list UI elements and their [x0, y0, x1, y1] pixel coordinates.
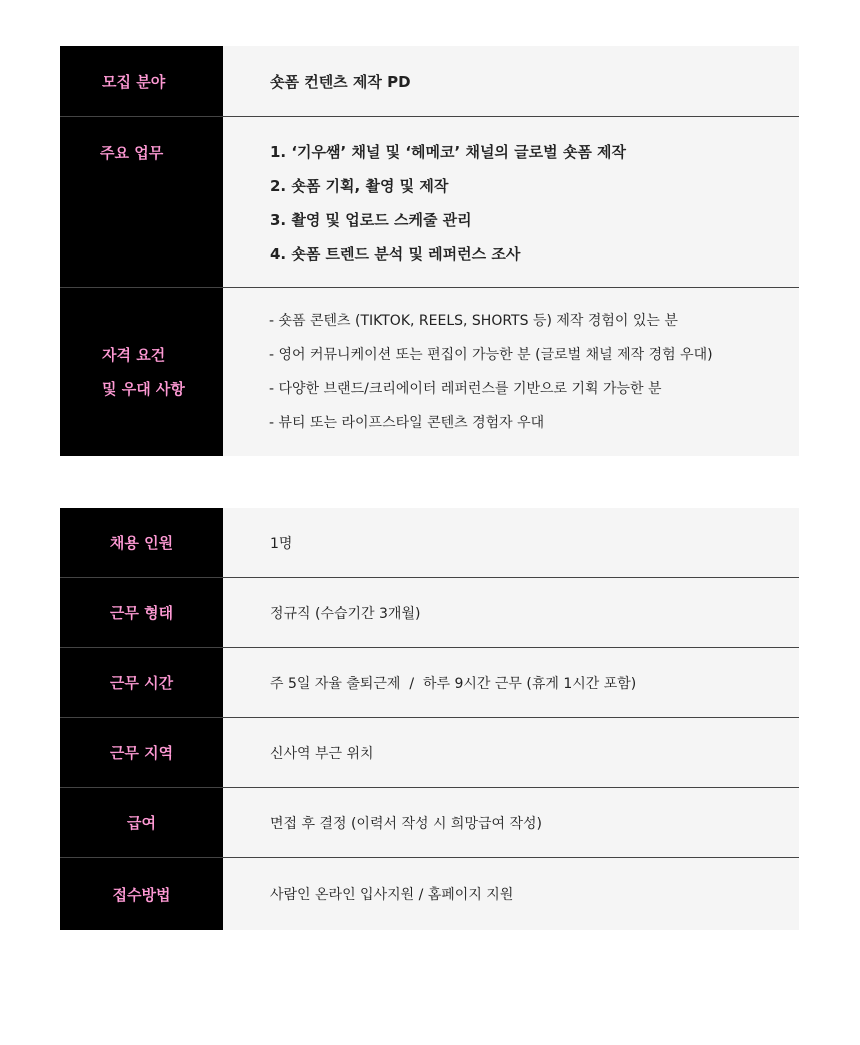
label-text: 근무 시간: [109, 674, 174, 692]
row-work-location: [60, 718, 799, 788]
label-text: 근무 지역: [109, 744, 174, 762]
list-item: - 다양한 브랜드/크리에이터 레퍼런스를 기반으로 기획 가능한 분: [269, 381, 662, 397]
label-text: 급여: [127, 814, 156, 832]
list-item: - 숏폼 콘텐츠 (TIKTOK, REELS, SHORTS 등) 제작 경험이 있는 분: [269, 313, 678, 329]
value-text: 면접 후 결정 (이력서 작성 시 희망급여 작성): [270, 815, 542, 832]
row-value: [223, 288, 799, 456]
label-text: 채용 인원: [109, 534, 174, 552]
value-text: 주 5일 자율 출퇴근제 / 하루 9시간 근무 (휴게 1시간 포함): [270, 675, 637, 692]
row-salary: [60, 788, 799, 858]
row-label: [60, 508, 223, 577]
list-item: 3. 촬영 및 업로드 스케줄 관리: [270, 211, 472, 229]
label-text: 및 우대 사항: [102, 380, 185, 398]
row-label: [60, 718, 223, 787]
row-label: [60, 648, 223, 717]
label-text: 주요 업무: [100, 144, 164, 162]
label-text: 모집 분야: [102, 72, 166, 91]
row-recruit-field: [60, 46, 799, 117]
row-value: [223, 788, 799, 857]
row-label: [60, 46, 223, 116]
list-item: 1. ‘기우쌤’ 채널 및 ‘헤메코’ 채널의 글로벌 숏폼 제작: [270, 143, 627, 161]
job-description-table: [60, 46, 799, 456]
row-label: [60, 117, 223, 287]
row-label: [60, 858, 223, 930]
row-value: [223, 117, 799, 287]
label-text: 자격 요건: [102, 346, 166, 364]
row-working-hours: [60, 648, 799, 718]
row-label: [60, 788, 223, 857]
list-item: 4. 숏폼 트렌드 분석 및 레퍼런스 조사: [270, 245, 521, 263]
row-value: [223, 648, 799, 717]
employment-conditions-table: [60, 508, 799, 930]
list-item: 2. 숏폼 기획, 촬영 및 제작: [270, 177, 449, 195]
row-label: [60, 578, 223, 647]
label-text: 접수방법: [112, 885, 171, 904]
row-value: [223, 718, 799, 787]
row-value: [223, 508, 799, 577]
list-item: - 영어 커뮤니케이션 또는 편집이 가능한 분 (글로벌 채널 제작 경험 우대): [269, 347, 713, 363]
row-main-duties: [60, 117, 799, 288]
label-text: 근무 형태: [109, 604, 174, 622]
row-label: [60, 288, 223, 456]
row-employment-type: [60, 578, 799, 648]
row-value: [223, 858, 799, 930]
value-text: 1명: [270, 535, 293, 552]
row-headcount: [60, 508, 799, 578]
list-item: - 뷰티 또는 라이프스타일 콘텐츠 경험자 우대: [269, 415, 545, 431]
value-text: 신사역 부근 위치: [270, 745, 374, 762]
row-value: [223, 578, 799, 647]
row-application-method: [60, 858, 799, 930]
value-text: 사람인 온라인 입사지원 / 홈페이지 지원: [270, 887, 514, 903]
value-text: 정규직 (수습기간 3개월): [270, 605, 421, 622]
row-value: [223, 46, 799, 116]
row-qualifications: [60, 288, 799, 456]
value-text: 숏폼 컨텐츠 제작 PD: [270, 72, 411, 91]
